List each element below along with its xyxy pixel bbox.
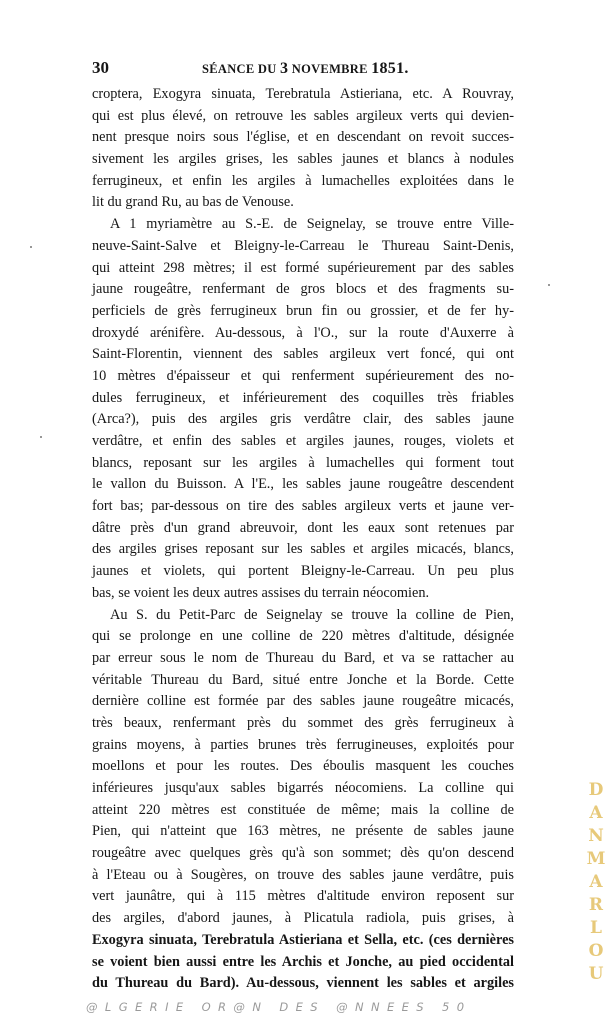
text-line: le vallon du Buisson. A l'E., les sables jaune rougeâtre descendent — [92, 476, 514, 493]
text-line: Saint-Florentin, viennent des sables argileux vert foncé, qui ont — [92, 346, 514, 363]
text-line: inférieures jusqu'aux sables bigarrés néocomiens. La colline qui — [92, 780, 514, 796]
page-header — [92, 58, 514, 82]
text-line: nent presque noirs sous l'église, et en descendant on revoit succes- — [92, 129, 514, 146]
text-line: qui se prolonge en une colline de 220 mètres d'altitude, désignée — [92, 628, 514, 645]
text-line: 10 mètres d'épaisseur et qui renferment supérieurement des no- — [92, 367, 514, 384]
text-line: lit du grand Ru, au bas de Venouse. — [92, 194, 294, 211]
running-title-prefix: SÉANCE DU — [202, 62, 281, 76]
text-line: par erreur sous le nom de Thureau du Bard, et va se rattacher au — [92, 649, 514, 666]
text-line: qui atteint 298 mètres; il est formé supérieurement par des sables — [92, 259, 514, 276]
text-line: sivement les argiles grises, les sables jaunes et blancs à nodules — [92, 151, 514, 168]
text-line: fort bas; par-dessous on tire des sables argileux verts et jaune ver- — [92, 498, 514, 515]
text-line: jaune rougeâtre, renfermant de gros blocs et des fragments su- — [92, 281, 514, 298]
text-line: à l'Eteau ou à Sougères, on trouve des sables jaune verdâtre, puis — [92, 866, 514, 883]
scan-speck — [40, 436, 42, 438]
text-line: A 1 myriamètre au S.-E. de Seignelay, se trouve entre Ville- — [110, 216, 514, 233]
running-title-middle: NOVEMBRE — [288, 62, 372, 76]
body-text — [92, 84, 514, 995]
text-line: croptera, Exogyra sinuata, Terebratula Astieriana, etc. A Rouvray, — [92, 86, 514, 102]
text-line: neuve-Saint-Salve et Bleigny-le-Carreau le Thureau Saint-Denis, — [92, 237, 514, 254]
text-line: grains moyens, à parties brunes très ferrugineuses, exploités pour — [92, 736, 514, 753]
text-line: dernière colline est formée par des sables jaune rougeâtre micacés, — [92, 693, 514, 710]
text-line: très beaux, renfermant près du sommet des grès ferrugineux à — [92, 714, 514, 731]
running-title — [202, 60, 502, 78]
text-line: verdâtre, et enfin des sables et argiles jaunes, rouges, violets et — [92, 433, 514, 449]
text-line: (Arca?), puis des argiles gris verdâtre clair, des sables jaune — [92, 411, 514, 428]
running-title-year: 1851. — [371, 60, 409, 77]
text-line: Pien, qui n'atteint que 163 mètres, ne présente de sables jaune — [92, 823, 514, 840]
text-line: dâtre près d'un grand abreuvoir, dont les eaux sont retenues par — [92, 519, 514, 536]
text-line: vert jaunâtre, qui à 115 mètres d'altitude environ reposent sur — [92, 888, 514, 905]
text-line: du Thureau du Bard). Au-dessous, viennent les sables et argiles — [92, 975, 514, 992]
page-number: 30 — [92, 58, 109, 77]
text-line: blancs, reposant sur les argiles à lumachelles qui forment tout — [92, 454, 514, 471]
text-line: dules ferrugineux, et inférieurement des coquilles très friables — [92, 389, 514, 406]
scan-speck — [30, 246, 32, 248]
text-line: qui est plus élevé, on retrouve les sables argileux verts qui devien- — [92, 107, 514, 124]
text-line: Au S. du Petit-Parc de Seignelay se trouve la colline de Pien, — [110, 606, 514, 623]
text-line: Exogyra sinuata, Terebratula Astieriana et Sella, etc. (ces dernières — [92, 931, 514, 948]
text-line: des argiles, d'abord jaunes, à Plicatula radiola, puis grises, à — [92, 910, 514, 927]
text-line: perficiels de grès ferrugineux brun fin ou grossier, et de fer hy- — [92, 302, 514, 319]
text-line: jaunes et violets, qui portent Bleigny-le-Carreau. Un peu plus — [92, 563, 514, 580]
side-stamp: DANMARLOU — [586, 780, 606, 987]
text-line: rougeâtre avec quelques grès qu'à son sommet; dès qu'on descend — [92, 845, 514, 862]
footer-watermark: @LGERIE OR@N DES @NNEES 50 — [86, 1000, 472, 1014]
text-line: des argiles grises reposant sur les sables et argiles micacés, blancs, — [92, 541, 514, 558]
text-line: véritable Thureau du Bard, situé entre Jonche et la Borde. Cette — [92, 671, 514, 688]
text-line: moellons et pour les routes. Des éboulis masquent les couches — [92, 758, 514, 775]
text-line: droxydé arénifère. Au-dessous, à l'O., sur la route d'Auxerre à — [92, 324, 514, 341]
text-line: bas, se voient les deux autres assises du terrain néocomien. — [92, 584, 430, 601]
scan-speck — [548, 284, 550, 286]
text-line: se voient bien aussi entre les Archis et Jonche, au pied occidental — [92, 953, 514, 970]
running-title-day: 3 — [280, 60, 289, 77]
text-line: atteint 220 mètres est constituée de même; mais la colline de — [92, 801, 514, 818]
text-line: ferrugineux, et enfin les argiles à lumachelles exploitées dans le — [92, 172, 514, 189]
